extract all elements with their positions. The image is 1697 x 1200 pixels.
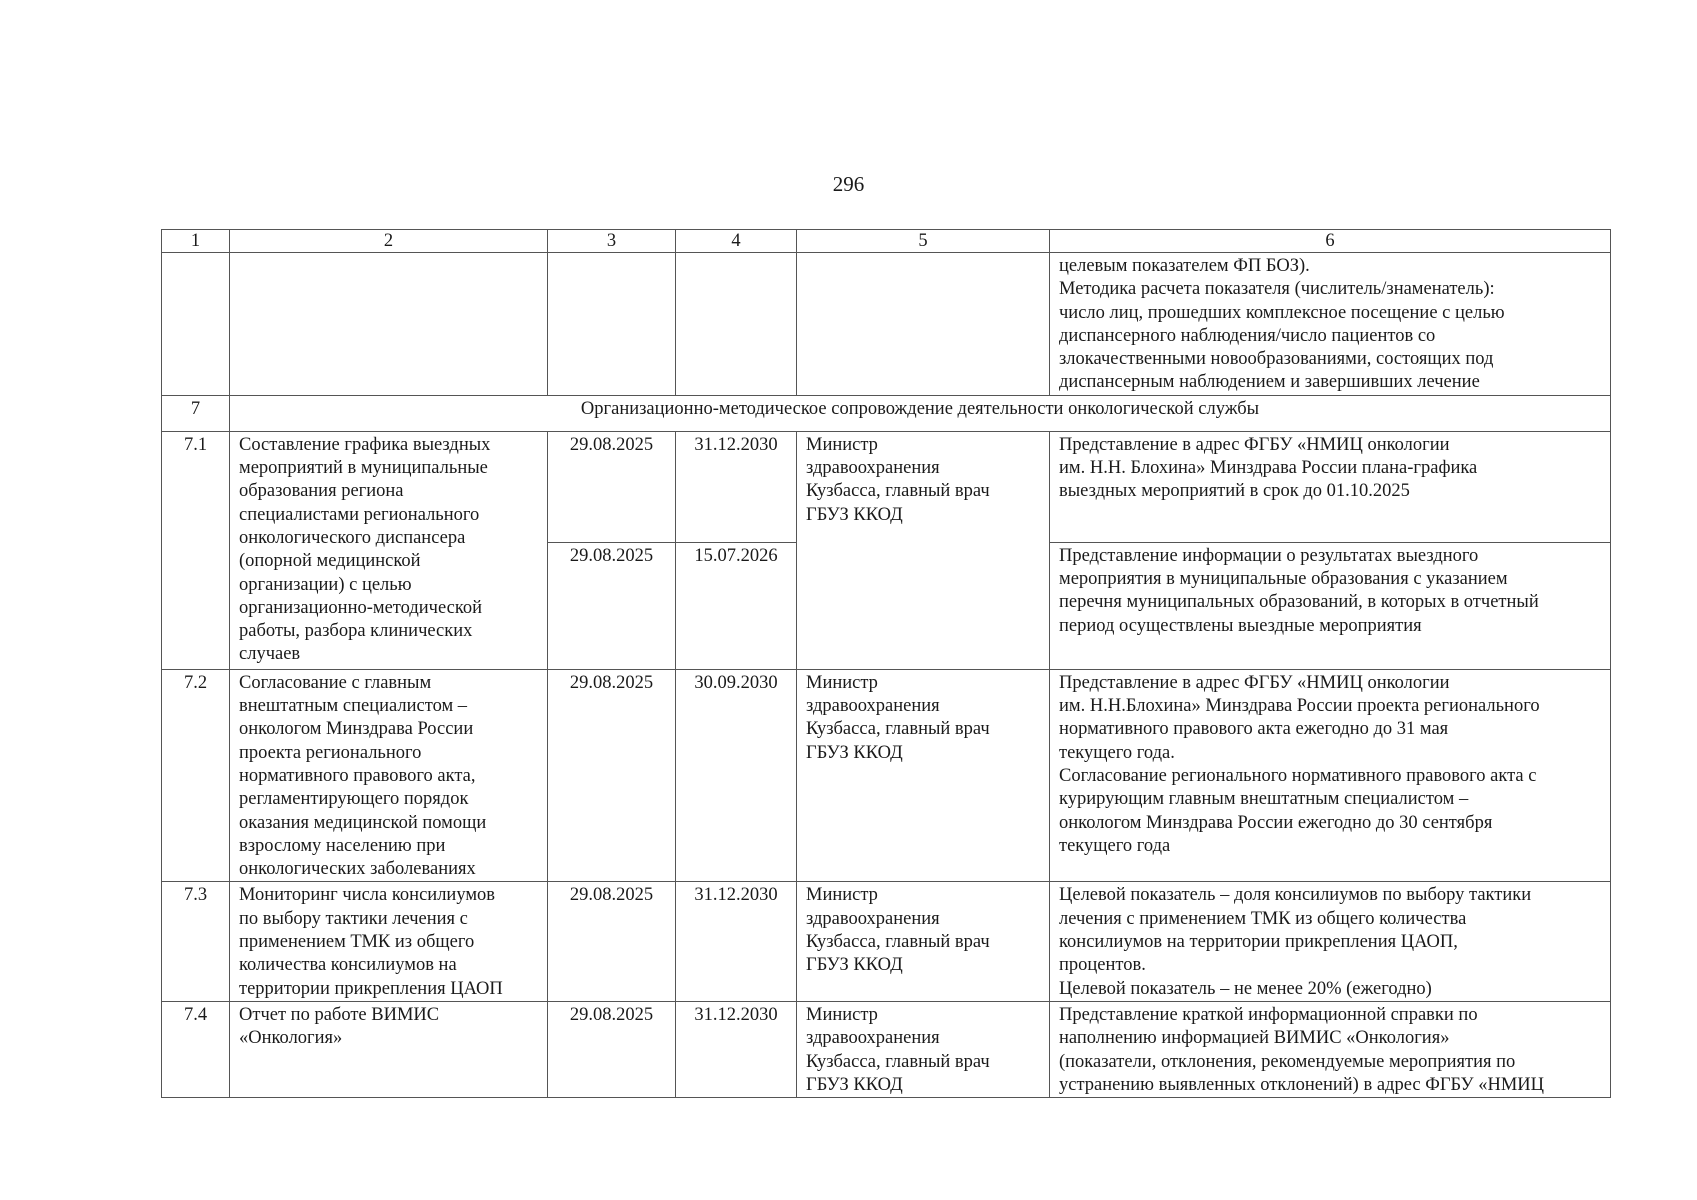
result-cell <box>1050 431 1611 542</box>
column-header: 6 <box>1050 230 1611 253</box>
text-line: перечня муниципальных образований, в которых в отчетный <box>1059 592 1539 613</box>
text-line: Министр <box>806 672 878 693</box>
end-date: 31.12.2030 <box>676 882 797 1001</box>
column-header: 2 <box>230 230 548 253</box>
text-line: онкологических заболеваниях <box>239 859 476 880</box>
text-line: Представление в адрес ФГБУ «НМИЦ онкологии <box>1059 672 1450 693</box>
result-cell <box>1050 669 1611 882</box>
text-line: количества консилиумов на <box>239 955 457 976</box>
section-number: 7 <box>162 395 230 431</box>
text-line: устранению выявленных отклонений) в адрес ФГБУ «НМИЦ <box>1059 1074 1544 1095</box>
text-line: Кузбасса, главный врач <box>806 932 990 953</box>
text-line: регламентирующего порядок <box>239 789 469 810</box>
text-line: текущего года <box>1059 835 1171 856</box>
text-line: ГБУЗ ККОД <box>806 955 903 976</box>
table-row <box>162 1001 1611 1097</box>
text-line: Кузбасса, главный врач <box>806 719 990 740</box>
text-line: «Онкология» <box>239 1028 343 1049</box>
column-header: 1 <box>162 230 230 253</box>
text-line: ГБУЗ ККОД <box>806 1074 903 1095</box>
text-line: здравоохранения <box>806 696 940 717</box>
text-line: онкологического диспансера <box>239 527 466 548</box>
text-line: процентов. <box>1059 955 1146 976</box>
text-line: (опорной медицинской <box>239 551 421 572</box>
start-date: 29.08.2025 <box>548 431 676 542</box>
text-line: лечения с применением ТМК из общего количества <box>1059 908 1467 929</box>
text-line: онкологом Минздрава России <box>239 719 474 740</box>
empty-cell <box>676 253 797 396</box>
text-line: Целевой показатель – доля консилиумов по выбору тактики <box>1059 885 1532 906</box>
responsible-cell <box>797 669 1050 882</box>
text-line: период осуществлены выездные мероприятия <box>1059 615 1422 636</box>
text-line: специалистами регионального <box>239 504 480 525</box>
result-cell <box>1050 1001 1611 1097</box>
text-line: Согласование регионального нормативного правового акта с <box>1059 765 1537 786</box>
continuation-row <box>162 253 1611 396</box>
text-line: мероприятия в муниципальные образования с указанием <box>1059 569 1508 590</box>
text-line: внештатным специалистом – <box>239 696 468 717</box>
text-line: им. Н.Н. Блохина» Минздрава России плана-графика <box>1059 458 1478 479</box>
text-line: здравоохранения <box>806 458 940 479</box>
result-cell <box>1050 882 1611 1001</box>
text-line: организации) с целью <box>239 574 412 595</box>
text-line: число лиц, прошедших комплексное посещение с целью <box>1059 302 1505 323</box>
text-line: нормативного правового акта ежегодно до 31 мая <box>1059 719 1449 740</box>
text-line: Министр <box>806 1004 878 1025</box>
end-date: 30.09.2030 <box>676 669 797 882</box>
responsible-cell <box>797 882 1050 1001</box>
text-line: Составление графика выездных <box>239 434 491 455</box>
text-line: территории прикрепления ЦАОП <box>239 978 503 999</box>
text-line: проекта регионального <box>239 742 422 763</box>
text-line: Методика расчета показателя (числитель/знаменатель): <box>1059 279 1495 300</box>
text-line: Министр <box>806 885 878 906</box>
column-number-row <box>162 230 1611 253</box>
text-line: выездных мероприятий в срок до 01.10.2025 <box>1059 481 1410 502</box>
text-line: применением ТМК из общего <box>239 932 475 953</box>
text-line: целевым показателем ФП БОЗ). <box>1059 256 1310 276</box>
text-line: Министр <box>806 434 878 455</box>
empty-cell <box>162 253 230 396</box>
column-header: 3 <box>548 230 676 253</box>
text-line: по выбору тактики лечения с <box>239 908 468 929</box>
empty-cell <box>797 253 1050 396</box>
activity-plan-table <box>161 229 1611 1098</box>
end-date: 31.12.2030 <box>676 1001 797 1097</box>
row-number: 7.4 <box>162 1001 230 1097</box>
text-line: диспансерного наблюдения/число пациентов со <box>1059 325 1436 346</box>
table-row <box>162 882 1611 1001</box>
responsible-cell <box>797 1001 1050 1097</box>
text-line: случаев <box>239 644 301 665</box>
text-line: текущего года. <box>1059 742 1175 763</box>
event-cell <box>230 1001 548 1097</box>
end-date: 15.07.2026 <box>676 542 797 669</box>
result-cell <box>1050 542 1611 669</box>
text-line: Кузбасса, главный врач <box>806 1051 990 1072</box>
text-line: курирующим главным внештатным специалистом – <box>1059 789 1469 810</box>
text-line: Представление в адрес ФГБУ «НМИЦ онкологии <box>1059 434 1450 455</box>
text-line: образования региона <box>239 481 404 502</box>
start-date: 29.08.2025 <box>548 669 676 882</box>
start-date: 29.08.2025 <box>548 1001 676 1097</box>
row-number: 7.2 <box>162 669 230 882</box>
text-line: ГБУЗ ККОД <box>806 742 903 763</box>
text-line: (показатели, отклонения, рекомендуемые мероприятия по <box>1059 1051 1516 1072</box>
column-header: 5 <box>797 230 1050 253</box>
page-number: 296 <box>832 172 865 196</box>
text-line: оказания медицинской помощи <box>239 812 487 833</box>
row-number: 7.3 <box>162 882 230 1001</box>
text-line: наполнению информацией ВИМИС «Онкология» <box>1059 1028 1450 1049</box>
section-title: Организационно-методическое сопровождение деятельности онкологической службы <box>230 395 1611 431</box>
text-line: здравоохранения <box>806 908 940 929</box>
text-line: здравоохранения <box>806 1028 940 1049</box>
event-cell <box>230 882 548 1001</box>
text-line: ГБУЗ ККОД <box>806 504 903 525</box>
column-header: 4 <box>676 230 797 253</box>
text-line: Представление информации о результатах выездного <box>1059 545 1479 566</box>
row-number: 7.1 <box>162 431 230 669</box>
result-cell <box>1050 253 1611 396</box>
start-date: 29.08.2025 <box>548 882 676 1001</box>
responsible-cell <box>797 431 1050 669</box>
event-cell <box>230 431 548 669</box>
event-cell <box>230 669 548 882</box>
text-line: взрослому населению при <box>239 835 446 856</box>
text-line: Представление краткой информационной справки по <box>1059 1004 1478 1025</box>
text-line: организационно-методической <box>239 597 483 618</box>
text-line: Кузбасса, главный врач <box>806 481 990 502</box>
text-line: онкологом Минздрава России ежегодно до 30 сентября <box>1059 812 1493 833</box>
text-line: диспансерным наблюдением и завершивших лечение <box>1059 372 1480 393</box>
text-line: Мониторинг числа консилиумов <box>239 885 496 906</box>
table-row <box>162 669 1611 882</box>
empty-cell <box>230 253 548 396</box>
end-date: 31.12.2030 <box>676 431 797 542</box>
table-row <box>162 431 1611 542</box>
text-line: Отчет по работе ВИМИС <box>239 1004 440 1025</box>
text-line: мероприятий в муниципальные <box>239 458 488 479</box>
start-date: 29.08.2025 <box>548 542 676 669</box>
empty-cell <box>548 253 676 396</box>
text-line: работы, разбора клинических <box>239 621 473 642</box>
text-line: им. Н.Н.Блохина» Минздрава России проекта регионального <box>1059 696 1540 717</box>
text-line: Согласование с главным <box>239 672 432 693</box>
text-line: злокачественными новообразованиями, состоящих под <box>1059 349 1494 370</box>
text-line: нормативного правового акта, <box>239 765 476 786</box>
text-line: консилиумов на территории прикрепления ЦАОП, <box>1059 932 1458 953</box>
section-row <box>162 395 1611 431</box>
text-line: Целевой показатель – не менее 20% (ежегодно) <box>1059 978 1432 999</box>
